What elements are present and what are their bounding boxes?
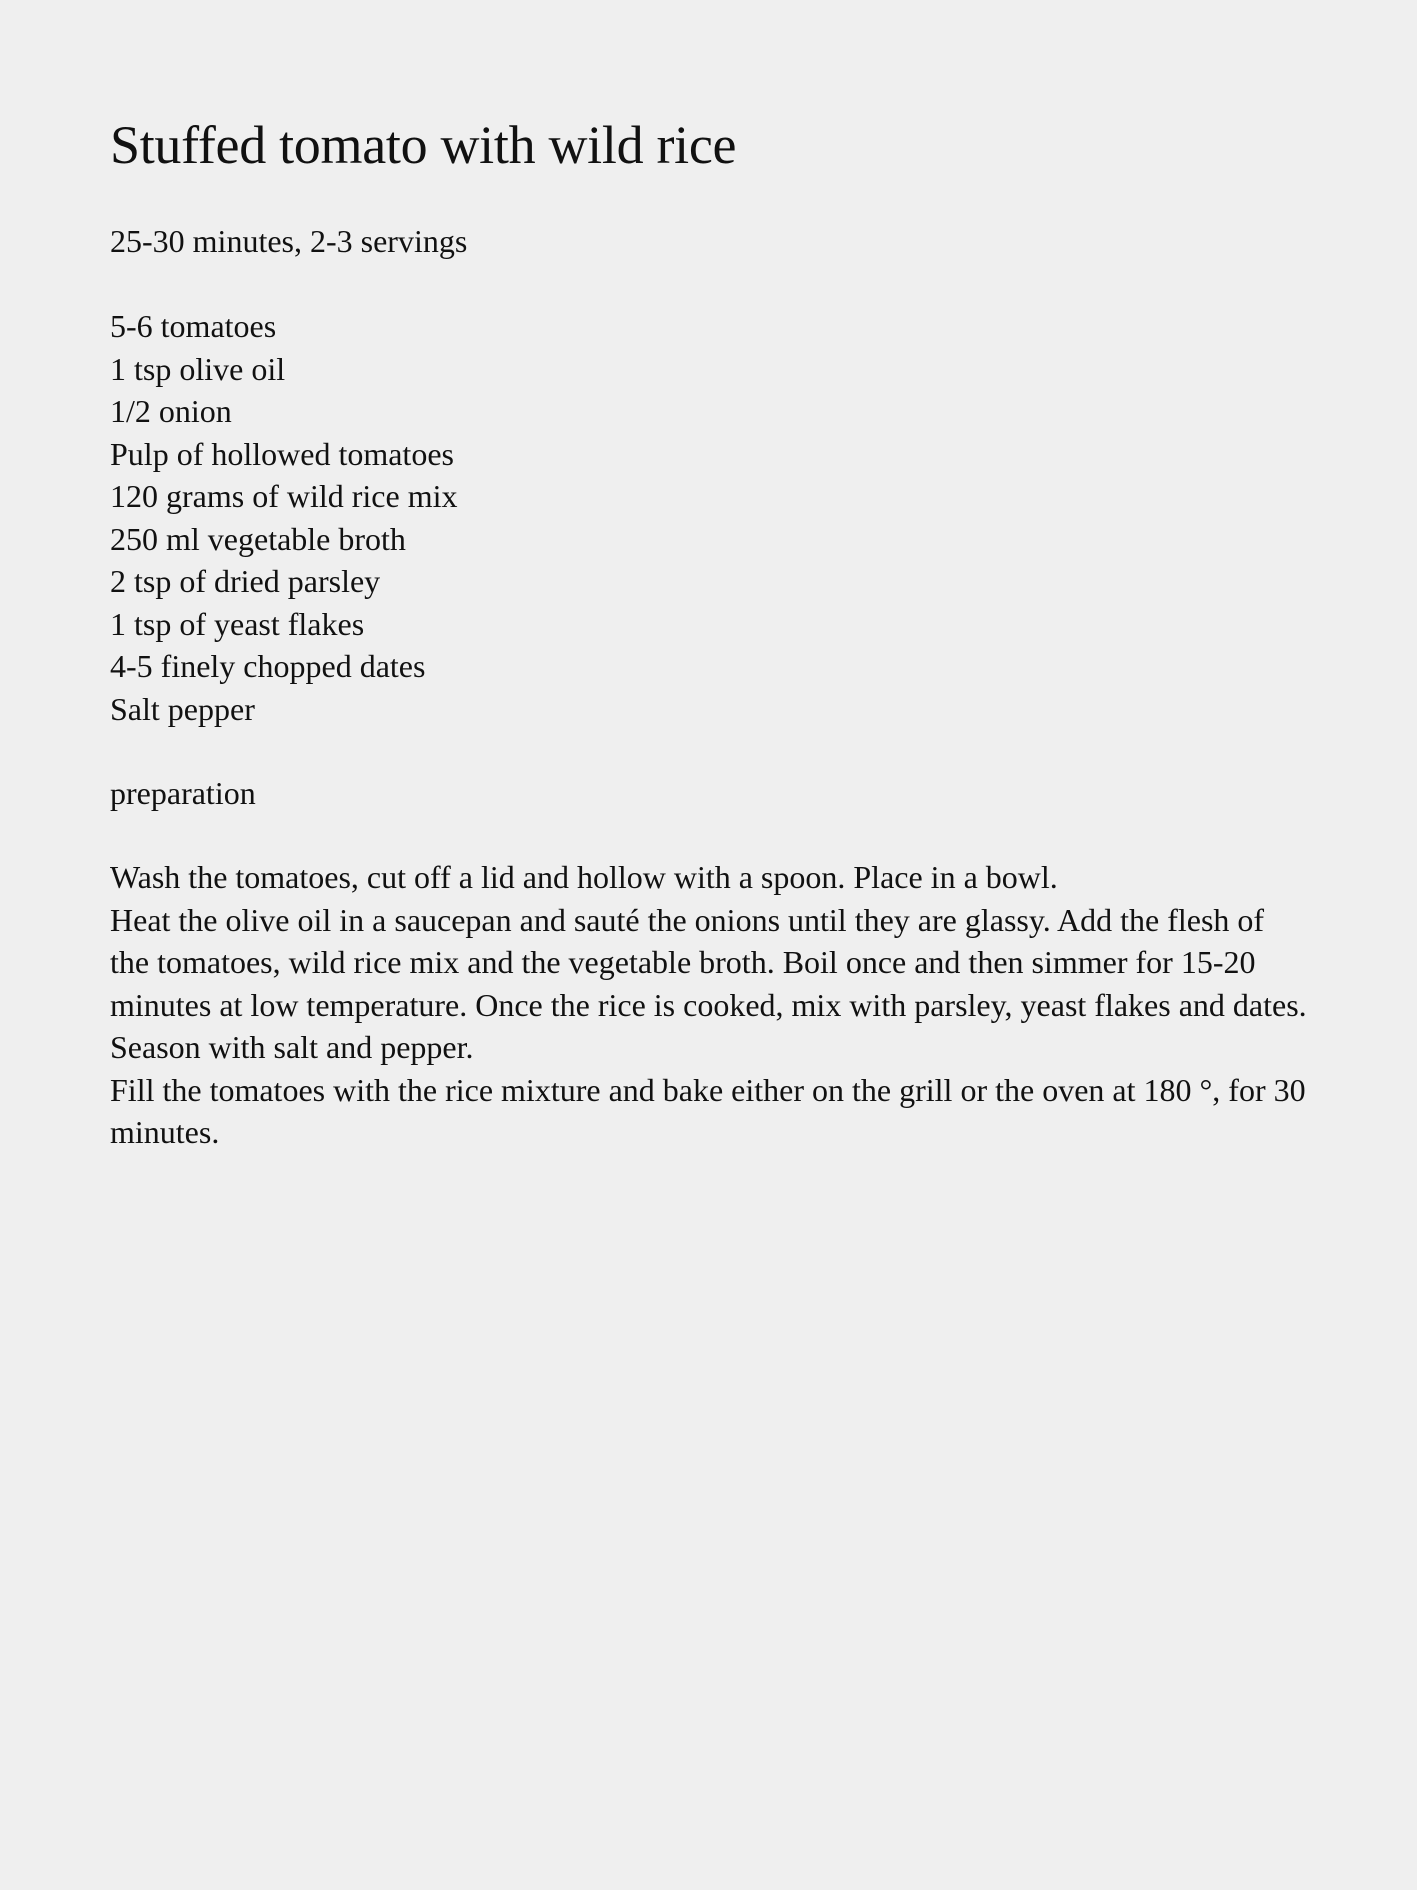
ingredient-item: 120 grams of wild rice mix — [110, 478, 458, 514]
ingredients-list — [110, 305, 1307, 730]
ingredient-item: Pulp of hollowed tomatoes — [110, 435, 454, 472]
recipe-time-servings: 25-30 minutes, 2-3 servings — [110, 223, 468, 259]
preparation-step: Wash the tomatoes, cut off a lid and hollow with a spoon. Place in a bowl. — [110, 859, 1058, 895]
ingredient-item: 1 tsp olive oil — [110, 350, 286, 387]
recipe-title: Stuffed tomato with wild rice — [110, 115, 737, 175]
ingredient-item: 2 tsp of dried parsley — [110, 563, 381, 599]
ingredient-item: Salt pepper — [110, 690, 255, 727]
ingredient-item: 5-6 tomatoes — [110, 308, 277, 344]
ingredient-item: 1 tsp of yeast flakes — [110, 605, 365, 642]
ingredient-item: 1/2 onion — [110, 393, 232, 429]
preparation-step: Fill the tomatoes with the rice mixture and bake either on the grill or the oven at 180 °, for 30 minutes. — [110, 1071, 1306, 1150]
ingredient-item: 250 ml vegetable broth — [110, 520, 406, 557]
ingredient-item: 4-5 finely chopped dates — [110, 648, 426, 684]
preparation-step: Heat the olive oil in a saucepan and sauté the onions until they are glassy. Add the flesh of the tomatoes, wild rice mix and the vegetable broth. Boil once and then simmer for 15-20 minutes at low temperature. Once the rice is cooked, mix with parsley, yeast flakes and dates. Season with salt and pepper. — [110, 901, 1307, 1065]
preparation-steps — [110, 856, 1310, 1154]
preparation-heading: preparation — [110, 775, 256, 811]
